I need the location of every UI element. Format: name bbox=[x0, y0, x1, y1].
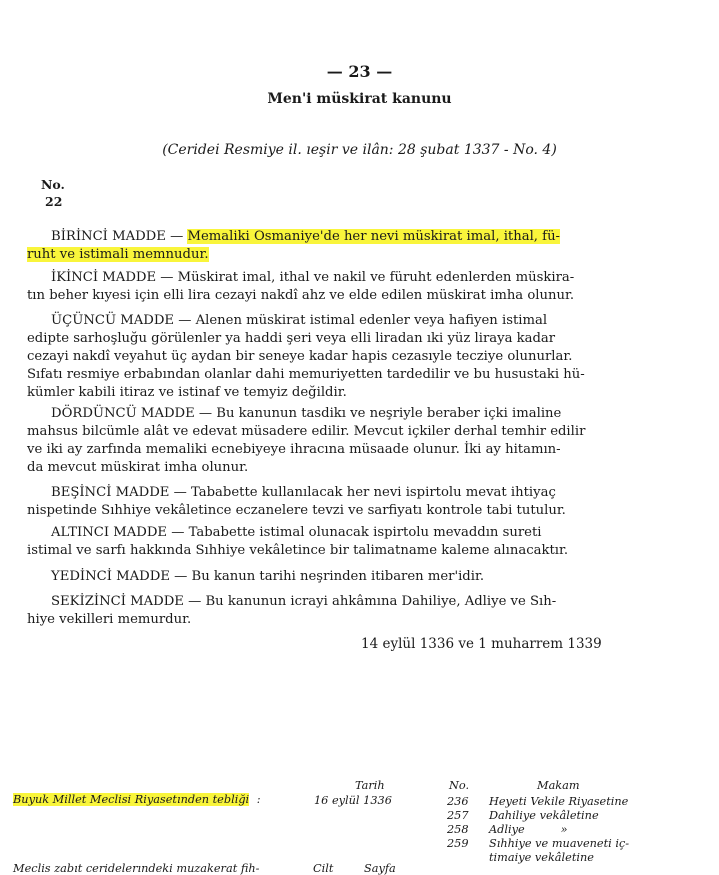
article-1 bbox=[27, 228, 640, 264]
article-line: ve iki ay zarfında memaliki ecnebiyeye ihracına müsaade olunur. İki ay hitamın- bbox=[27, 442, 561, 457]
signature-date: 14 eylül 1336 ve 1 muharrem 1339 bbox=[361, 636, 602, 652]
footnote-header-no: No. bbox=[449, 779, 470, 792]
highlighted-text: ruht ve istimali memnudur. bbox=[27, 247, 209, 262]
article-8 bbox=[27, 593, 640, 629]
footnote-tarih-value: 16 eylül 1336 bbox=[314, 794, 392, 807]
article-line: İKİNCİ MADDE — Müskirat imal, ithal ve nakil ve füruht edenlerden müskira- bbox=[51, 270, 575, 285]
footnote-colon: : bbox=[256, 793, 261, 806]
footnote-row bbox=[489, 837, 629, 850]
article-line: DÖRDÜNCÜ MADDE — Bu kanunun tasdikı ve neşriyle beraber içki imaline bbox=[51, 406, 562, 421]
article-2 bbox=[27, 269, 640, 305]
article-line: nispetinde Sıhhiye vekâletince eczanelere tevzi ve sarfiyatı kontrole tabi tutulur. bbox=[27, 503, 566, 518]
article-3 bbox=[27, 312, 640, 402]
footnote-makam: Adliye » bbox=[489, 823, 568, 836]
article-line bbox=[27, 246, 640, 264]
footnote-cut-line-left: Meclis zabıt ceridelerındeki muzakerat fih- bbox=[13, 862, 260, 875]
article-7 bbox=[27, 568, 640, 586]
article-line: Sıfatı resmiye erbabından olanlar dahi memuriyetten tardedilir ve bu husustaki hü- bbox=[27, 367, 585, 382]
article-line: mahsus bilcümle alât ve edevat müsadere edilir. Mevcut içkiler derhal temhir edilir bbox=[27, 424, 586, 439]
highlighted-text: Memaliki Osmaniye'de her nevi müskirat imal, ithal, fü- bbox=[187, 229, 561, 244]
article-line: cezayi nakdî veyahut üç aydan bir seneye kadar hapis cezasıyle tecziye olunurlar. bbox=[27, 349, 573, 364]
footnote-makam: Sıhhiye ve muaveneti iç- bbox=[489, 837, 630, 850]
footnote-header-makam: Makam bbox=[537, 779, 580, 792]
footnote-no: 258 bbox=[447, 823, 469, 836]
article-line: hiye vekilleri memurdur. bbox=[27, 612, 192, 627]
footnote-cut-line-cilt: Cilt bbox=[313, 862, 334, 875]
footnote-cut-line-sayfa: Sayfa bbox=[364, 862, 396, 875]
article-line: da mevcut müskirat imha olunur. bbox=[27, 460, 249, 475]
article-line: edipte sarhoşluğu görülenler ya haddi şeri veya elli liradan ıki yüz liraya kadar bbox=[27, 331, 556, 346]
footnote-no: 257 bbox=[447, 809, 469, 822]
article-line: BEŞİNCİ MADDE — Tababette kullanılacak her nevi ispirtolu mevat ihtiyaç bbox=[51, 485, 556, 500]
article-line: tın beher kıyesi için elli lira cezayi nakdî ahz ve elde edilen müskirat imha olunur. bbox=[27, 288, 575, 303]
footnote-no: 236 bbox=[447, 795, 469, 808]
footnote-row bbox=[447, 809, 469, 822]
article-line: istimal ve sarfı hakkında Sıhhiye vekâletince bir talimatname kaleme alınacaktır. bbox=[27, 543, 569, 558]
law-number-label: No. bbox=[41, 177, 65, 192]
footnote-row bbox=[489, 795, 628, 808]
footnote-row bbox=[489, 809, 599, 822]
footnote-row bbox=[447, 823, 469, 836]
highlighted-text: Buyuk Millet Meclisi Riyasetınden tebliği bbox=[13, 793, 250, 806]
footnote-makam: timaiye vekâletine bbox=[489, 851, 594, 864]
article-line: BİRİNCİ MADDE — Memaliki Osmaniye'de her nevi müskirat imal, ithal, fü- bbox=[51, 229, 561, 244]
law-number-value: 22 bbox=[45, 194, 63, 209]
article-line: ALTINCI MADDE — Tababette istimal olunacak ispirtolu mevaddın sureti bbox=[51, 525, 542, 540]
article-5 bbox=[27, 484, 640, 520]
footnote-row bbox=[489, 851, 594, 864]
article-line: YEDİNCİ MADDE — Bu kanun tarihi neşrinden itibaren mer'idir. bbox=[51, 569, 485, 584]
document-title: Men'i müskirat kanunu bbox=[267, 91, 452, 107]
article-1-title: BİRİNCİ MADDE bbox=[51, 229, 166, 244]
article-line: kümler kabili itiraz ve istinaf ve temyiz değildir. bbox=[27, 385, 347, 400]
article-4 bbox=[27, 405, 640, 477]
publication-info: (Ceridei Resmiye il. ıeşir ve ilân: 28 şubat 1337 - No. 4) bbox=[162, 142, 557, 158]
footnote-left-label bbox=[13, 793, 261, 806]
page-number: — 23 — bbox=[326, 62, 393, 81]
footnote-no: 259 bbox=[447, 837, 469, 850]
law-number bbox=[41, 176, 65, 210]
article-6 bbox=[27, 524, 640, 560]
footnote-row bbox=[447, 837, 469, 850]
article-line: ÜÇÜNCÜ MADDE — Alenen müskirat istimal edenler veya hafiyen istimal bbox=[51, 313, 548, 328]
footnote-makam: Heyeti Vekile Riyasetine bbox=[489, 795, 629, 808]
footnote-header-tarih: Tarih bbox=[355, 779, 385, 792]
footnote-makam: Dahiliye vekâletine bbox=[489, 809, 599, 822]
footnote-row bbox=[447, 795, 469, 808]
footnote-row bbox=[489, 823, 568, 836]
article-line: SEKİZİNCİ MADDE — Bu kanunun icrayi ahkâmına Dahiliye, Adliye ve Sıh- bbox=[51, 594, 557, 609]
